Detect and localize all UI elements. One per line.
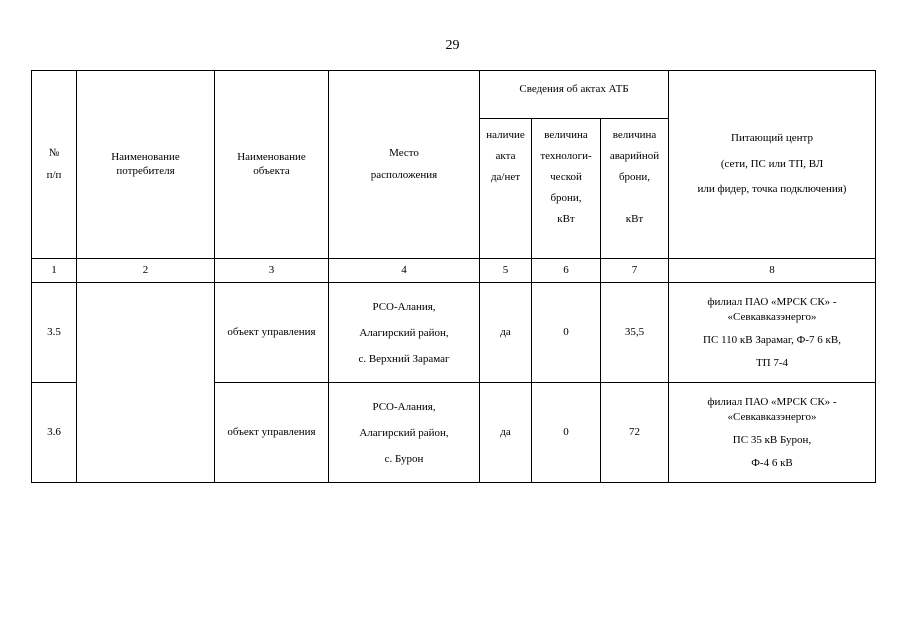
consumer-cell xyxy=(77,283,215,483)
col-header-emerg: величина аварийной брони, кВт xyxy=(601,119,669,259)
col-index: 1 xyxy=(32,259,77,283)
tech-reserve-cell: 0 xyxy=(532,383,601,483)
emerg-reserve-cell: 72 xyxy=(601,383,669,483)
col-header-num: № п/п xyxy=(32,71,77,259)
object-cell: объект управления xyxy=(215,383,329,483)
col-index: 8 xyxy=(669,259,876,283)
col-index: 7 xyxy=(601,259,669,283)
col-index: 3 xyxy=(215,259,329,283)
row-num: 3.6 xyxy=(32,383,77,483)
col-index: 2 xyxy=(77,259,215,283)
col-header-consumer: Наименование потребителя xyxy=(77,71,215,259)
emerg-reserve-cell: 35,5 xyxy=(601,283,669,383)
header-row xyxy=(32,71,876,119)
tech-reserve-cell: 0 xyxy=(532,283,601,383)
col-header-location: Место расположения xyxy=(329,71,480,259)
col-index: 6 xyxy=(532,259,601,283)
location-cell: РСО-Алания, Алагирский район, с. Верхний Зарамаг xyxy=(329,283,480,383)
atb-table xyxy=(31,70,876,483)
page-number: 29 xyxy=(445,38,460,53)
act-cell: да xyxy=(480,283,532,383)
col-header-object: Наименование объекта xyxy=(215,71,329,259)
column-index-row xyxy=(32,259,876,283)
col-index: 4 xyxy=(329,259,480,283)
supply-center-cell: филиал ПАО «МРСК СК» - «Севкавказэнерго» ПС 110 кВ Зарамаг, Ф-7 6 кВ, ТП 7-4 xyxy=(669,283,876,383)
col-header-act: наличие акта да/нет xyxy=(480,119,532,259)
col-header-center: Питающий центр (сети, ПС или ТП, ВЛ или фидер, точка подключения) xyxy=(669,71,876,259)
location-cell: РСО-Алания, Алагирский район, с. Бурон xyxy=(329,383,480,483)
col-header-atb-group: Сведения об актах АТБ xyxy=(480,71,669,119)
supply-center-cell: филиал ПАО «МРСК СК» - «Севкавказэнерго» ПС 35 кВ Бурон, Ф-4 6 кВ xyxy=(669,383,876,483)
col-index: 5 xyxy=(480,259,532,283)
table-row xyxy=(32,283,876,383)
act-cell: да xyxy=(480,383,532,483)
row-num: 3.5 xyxy=(32,283,77,383)
col-header-tech: величина технологи- ческой брони, кВт xyxy=(532,119,601,259)
object-cell: объект управления xyxy=(215,283,329,383)
